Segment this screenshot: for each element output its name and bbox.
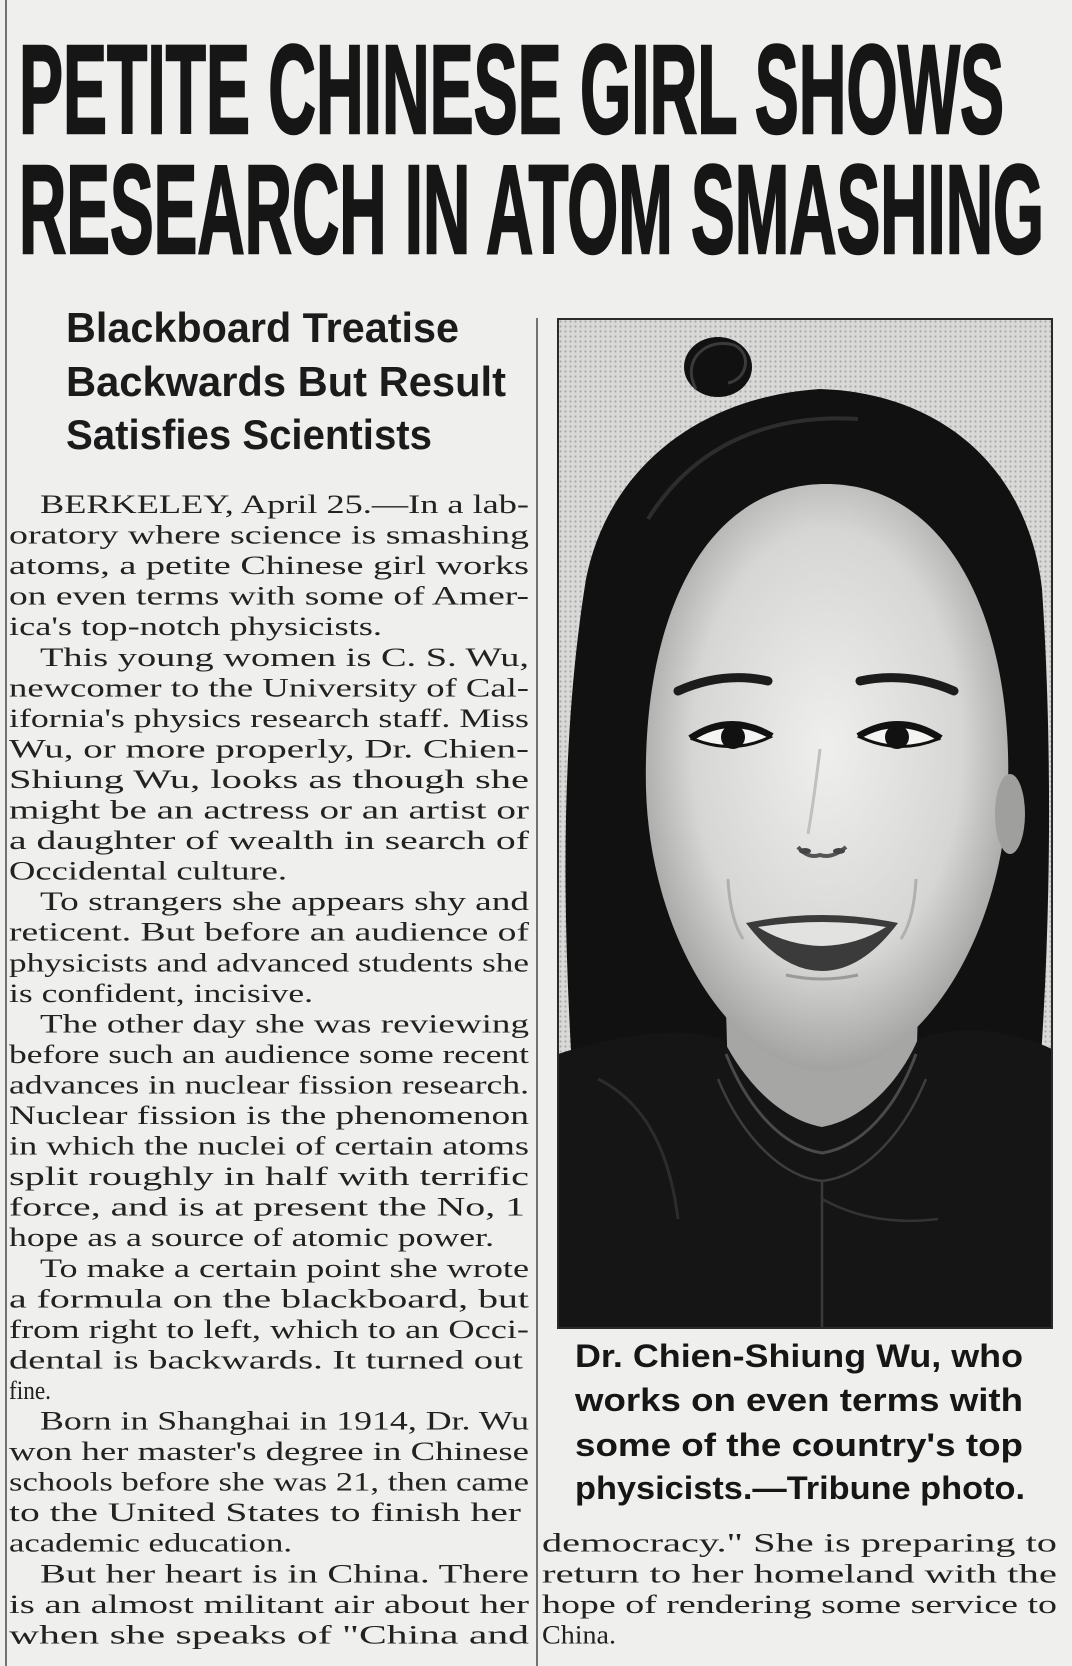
article-paragraph	[9, 1559, 529, 1649]
article-body-line: Nuclear fission is the phenomenon	[9, 1101, 529, 1130]
article-body-line: China.	[542, 1620, 616, 1650]
article-body-line: Shiung Wu, looks as though she	[9, 765, 529, 794]
photo-portrait	[558, 319, 1052, 1328]
headline-line: PETITE CHINESE GIRL SHOWS	[19, 19, 1004, 160]
article-body-line: a formula on the blackboard, but	[9, 1284, 531, 1314]
article-body-line: ica's top-notch physicists.	[9, 612, 382, 642]
article-paragraph	[9, 887, 529, 1008]
article-body-line: ifornia's physics research staff. Miss	[9, 703, 529, 733]
photo-caption-line: works on even terms with	[573, 1382, 1023, 1418]
subheadline-line: Satisfies Scientists	[66, 411, 432, 458]
subheadline-line: Blackboard Treatise	[66, 304, 459, 351]
article-body-line: Wu, or more properly, Dr. Chien-	[9, 734, 529, 764]
article-body-line: on even terms with some of Amer-	[9, 581, 529, 611]
article-body-line: To make a certain point she wrote	[40, 1253, 529, 1283]
article-body-line: physicists and advanced students she	[9, 948, 529, 978]
article-paragraph	[9, 1407, 529, 1558]
article-body-line: fine.	[9, 1376, 51, 1405]
article-body-line: before such an audience some recent	[9, 1039, 531, 1069]
article-body-line: hope of rendering some service to	[542, 1589, 1057, 1619]
article-paragraph	[9, 490, 529, 641]
article-body-line: might be an actress or an artist or	[9, 795, 530, 825]
headline	[19, 19, 1044, 280]
article-body-line: reticent. But before an audience of	[9, 917, 530, 947]
article-body-line: when she speaks of "China and	[9, 1620, 529, 1650]
article-body-line: democracy." She is preparing to	[542, 1528, 1057, 1558]
article-paragraph	[9, 643, 530, 886]
article-body	[9, 490, 530, 1649]
article-body-line: academic education.	[9, 1528, 292, 1558]
article-body-line: won her master's degree in Chinese	[9, 1437, 529, 1467]
photo-caption-line: some of the country's top	[575, 1427, 1023, 1463]
article-body-line: BERKELEY, April 25.—In a lab-	[40, 490, 529, 519]
article-body-line: Born in Shanghai in 1914, Dr. Wu	[40, 1406, 529, 1436]
article-body-line: But her heart is in China. There	[40, 1559, 529, 1589]
article-body-line: To strangers she appears shy and	[40, 887, 529, 917]
article-body-line: is an almost militant air about her	[9, 1589, 530, 1619]
article-body-line: a daughter of wealth in search of	[9, 826, 530, 856]
article-body-line: Occidental culture.	[9, 856, 287, 886]
article-body-line: schools before she was 21, then came	[9, 1467, 529, 1497]
article-body-line: from right to left, which to an Occi-	[9, 1314, 529, 1344]
article-body-line: is confident, incisive.	[9, 978, 313, 1008]
article-body-line: to the United States to finish her	[9, 1498, 522, 1528]
headline-line: RESEARCH IN ATOM SMASHING	[19, 139, 1044, 280]
photo-ear	[995, 774, 1025, 854]
article-body-line: split roughly in half with terrific	[9, 1162, 529, 1192]
article-body-line: newcomer to the University of Cal-	[9, 673, 529, 703]
photo-caption-line: physicists.—Tribune photo.	[575, 1470, 1025, 1506]
article-body-line: The other day she was reviewing	[40, 1009, 529, 1039]
article-continuation	[542, 1529, 1057, 1650]
subheadline-line: Backwards But Result	[66, 358, 507, 405]
article-body-line: in which the nuclei of certain atoms	[9, 1131, 529, 1161]
article-body-line: advances in nuclear fission research.	[9, 1070, 529, 1100]
photo-caption-line: Dr. Chien-Shiung Wu, who	[575, 1338, 1023, 1374]
article-body-line: force, and is at present the No, 1	[9, 1192, 525, 1222]
article-body-line: dental is backwards. It turned out	[9, 1345, 525, 1375]
article-body-line: return to her homeland with the	[542, 1559, 1057, 1589]
subheadline	[66, 304, 506, 458]
article-body-line: atoms, a petite Chinese girl works	[9, 551, 529, 581]
article-paragraph	[9, 1009, 530, 1252]
article-body-line: This young women is C. S. Wu,	[40, 642, 529, 672]
article-body-line: hope as a source of atomic power.	[9, 1223, 494, 1253]
article-paragraph	[9, 1254, 530, 1405]
article-body-line: oratory where science is smashing	[9, 520, 529, 550]
photo-caption	[574, 1338, 1025, 1506]
